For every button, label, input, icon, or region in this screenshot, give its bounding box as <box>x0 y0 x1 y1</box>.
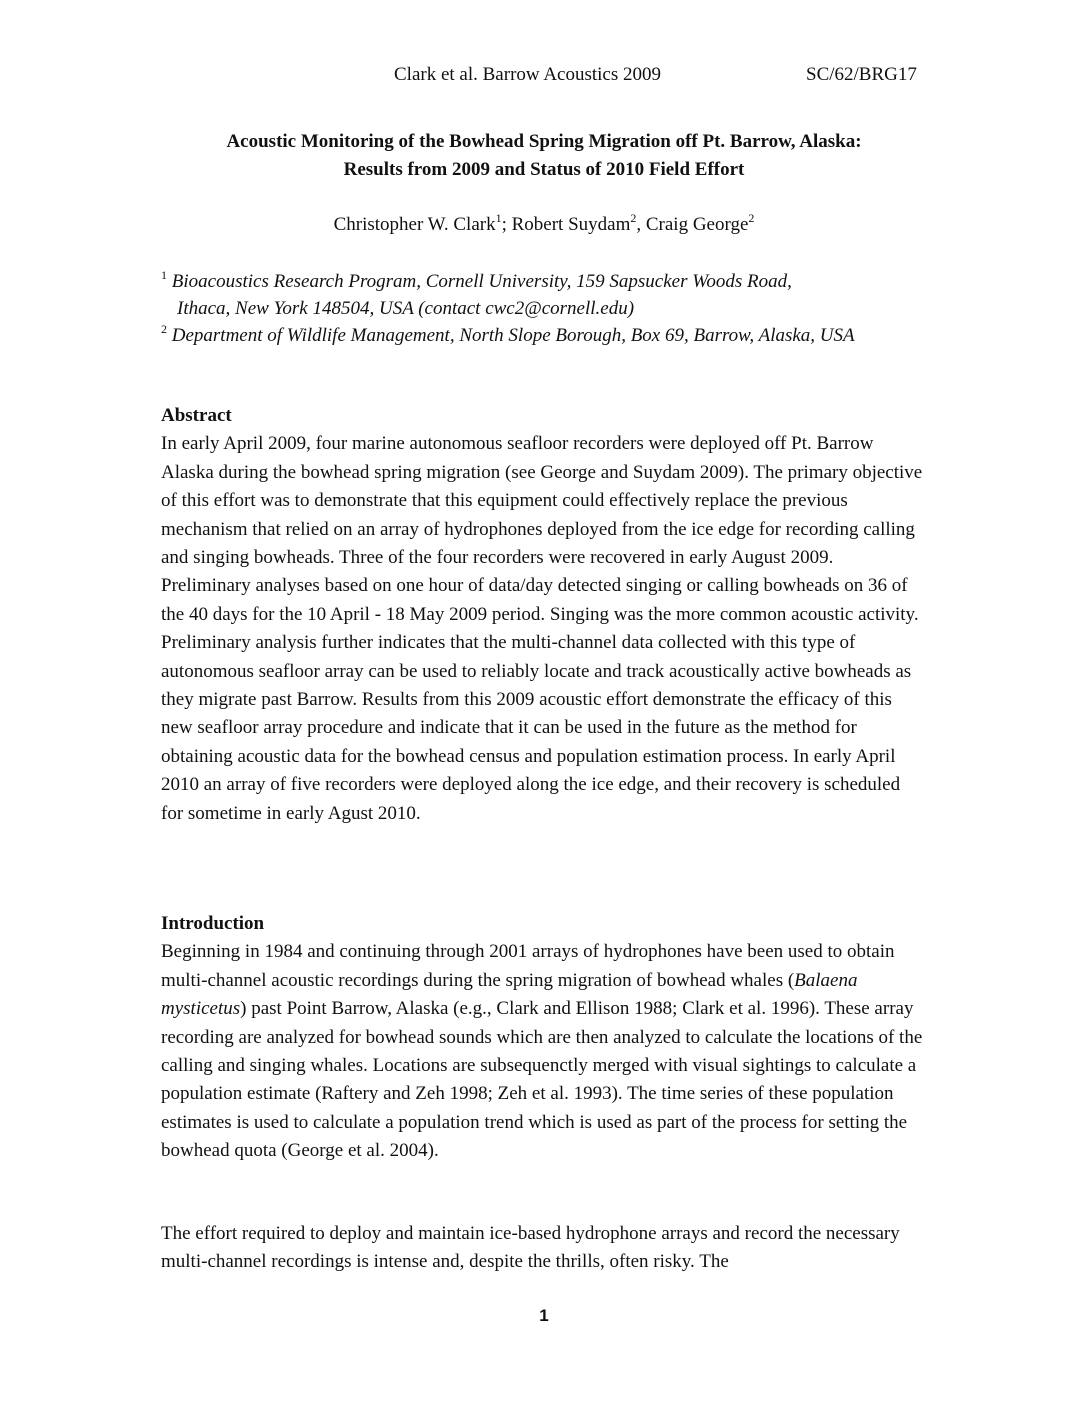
abstract-section <box>161 402 926 828</box>
introduction-paragraph-2-block <box>161 1220 926 1277</box>
author-name: Christopher W. Clark <box>333 214 496 235</box>
affiliation-number: 1 <box>161 268 167 282</box>
title-line-2: Results from 2009 and Status of 2010 Field Effort <box>343 159 745 180</box>
affiliation-1 <box>161 268 921 322</box>
author-name: Craig George <box>645 214 749 235</box>
introduction-section <box>161 910 926 1166</box>
author-list <box>140 212 948 238</box>
author-affiliation-mark: 1 <box>495 211 502 225</box>
author-separator: ; <box>501 214 512 235</box>
species-name: Balaena mysticetus <box>161 969 858 1020</box>
paragraph-text: ) past Point Barrow, Alaska (e.g., Clark and Ellison 1988; Clark et al. 1996). These array recording are analyzed for bowhead sounds which are then analyzed to calculate the locations of the calling and singing whales. Locations are subsequenctly merged with visual sightings to calculate a population estimate (Raftery and Zeh 1998; Zeh et al. 1993). The time series of these population estimates is used to calculate a population trend which is used as part of the process for setting the bowhead quota (George et al. 2004). <box>161 998 923 1162</box>
running-header <box>0 64 1088 90</box>
author-affiliation-mark: 2 <box>630 211 637 225</box>
affiliation-2 <box>161 322 921 349</box>
document-code: SC/62/BRG17 <box>806 64 917 85</box>
author-affiliation-mark: 2 <box>748 211 755 225</box>
running-header-left: Clark et al. Barrow Acoustics 2009 <box>394 64 662 85</box>
abstract-heading: Abstract <box>161 405 232 426</box>
affiliation-text: Bioacoustics Research Program, Cornell University, 159 Sapsucker Woods Road, <box>171 271 792 292</box>
paper-title <box>140 128 948 184</box>
abstract-paragraph: In early April 2009, four marine autonomous seafloor recorders were deployed off Pt. Barrow Alaska during the bowhead spring migration (see George and Suydam 2009). The primary objective of this effort was to demonstrate that this equipment could effectively replace the previous mechanism that relied on an array of hydrophones deployed from the ice edge for recording calling and singing bowheads. Three of the four recorders were recovered in early August 2009. Preliminary analyses based on one hour of data/day detected singing or calling bowheads on 36 of the 40 days for the 10 April - 18 May 2009 period. Singing was the more common acoustic activity. Preliminary analysis further indicates that the multi-channel data collected with this type of autonomous seafloor array can be used to reliably locate and track acoustically active bowheads as they migrate past Barrow. Results from this 2009 acoustic effort demonstrate the efficacy of this new seafloor array procedure and indicate that it can be used in the future as the method for obtaining acoustic data for the bowhead census and population estimation process. In early April 2010 an array of five recorders were deployed along the ice edge, and their recovery is scheduled for sometime in early Agust 2010. <box>161 433 923 824</box>
affiliation-number: 2 <box>161 322 167 336</box>
introduction-heading: Introduction <box>161 913 265 934</box>
author-separator: , <box>636 214 646 235</box>
title-line-1: Acoustic Monitoring of the Bowhead Spring Migration off Pt. Barrow, Alaska: <box>226 131 862 152</box>
introduction-paragraph-2: The effort required to deploy and maintain ice-based hydrophone arrays and record the necessary multi-channel recordings is intense and, despite the thrills, often risky. The <box>161 1223 900 1273</box>
author-name: Robert Suydam <box>511 214 631 235</box>
affiliation-text: Department of Wildlife Management, North Slope Borough, Box 69, Barrow, Alaska, USA <box>171 325 855 346</box>
affiliation-text: Ithaca, New York 148504, USA (contact cwc2@cornell.edu) <box>177 298 635 319</box>
page-number: 1 <box>539 1306 549 1325</box>
introduction-paragraph-1 <box>161 938 926 1165</box>
affiliation-list <box>161 268 921 349</box>
paragraph-text: Beginning in 1984 and continuing through 2001 arrays of hydrophones have been used to obtain multi-channel acoustic recordings during the spring migration of bowhead whales ( <box>161 941 895 991</box>
